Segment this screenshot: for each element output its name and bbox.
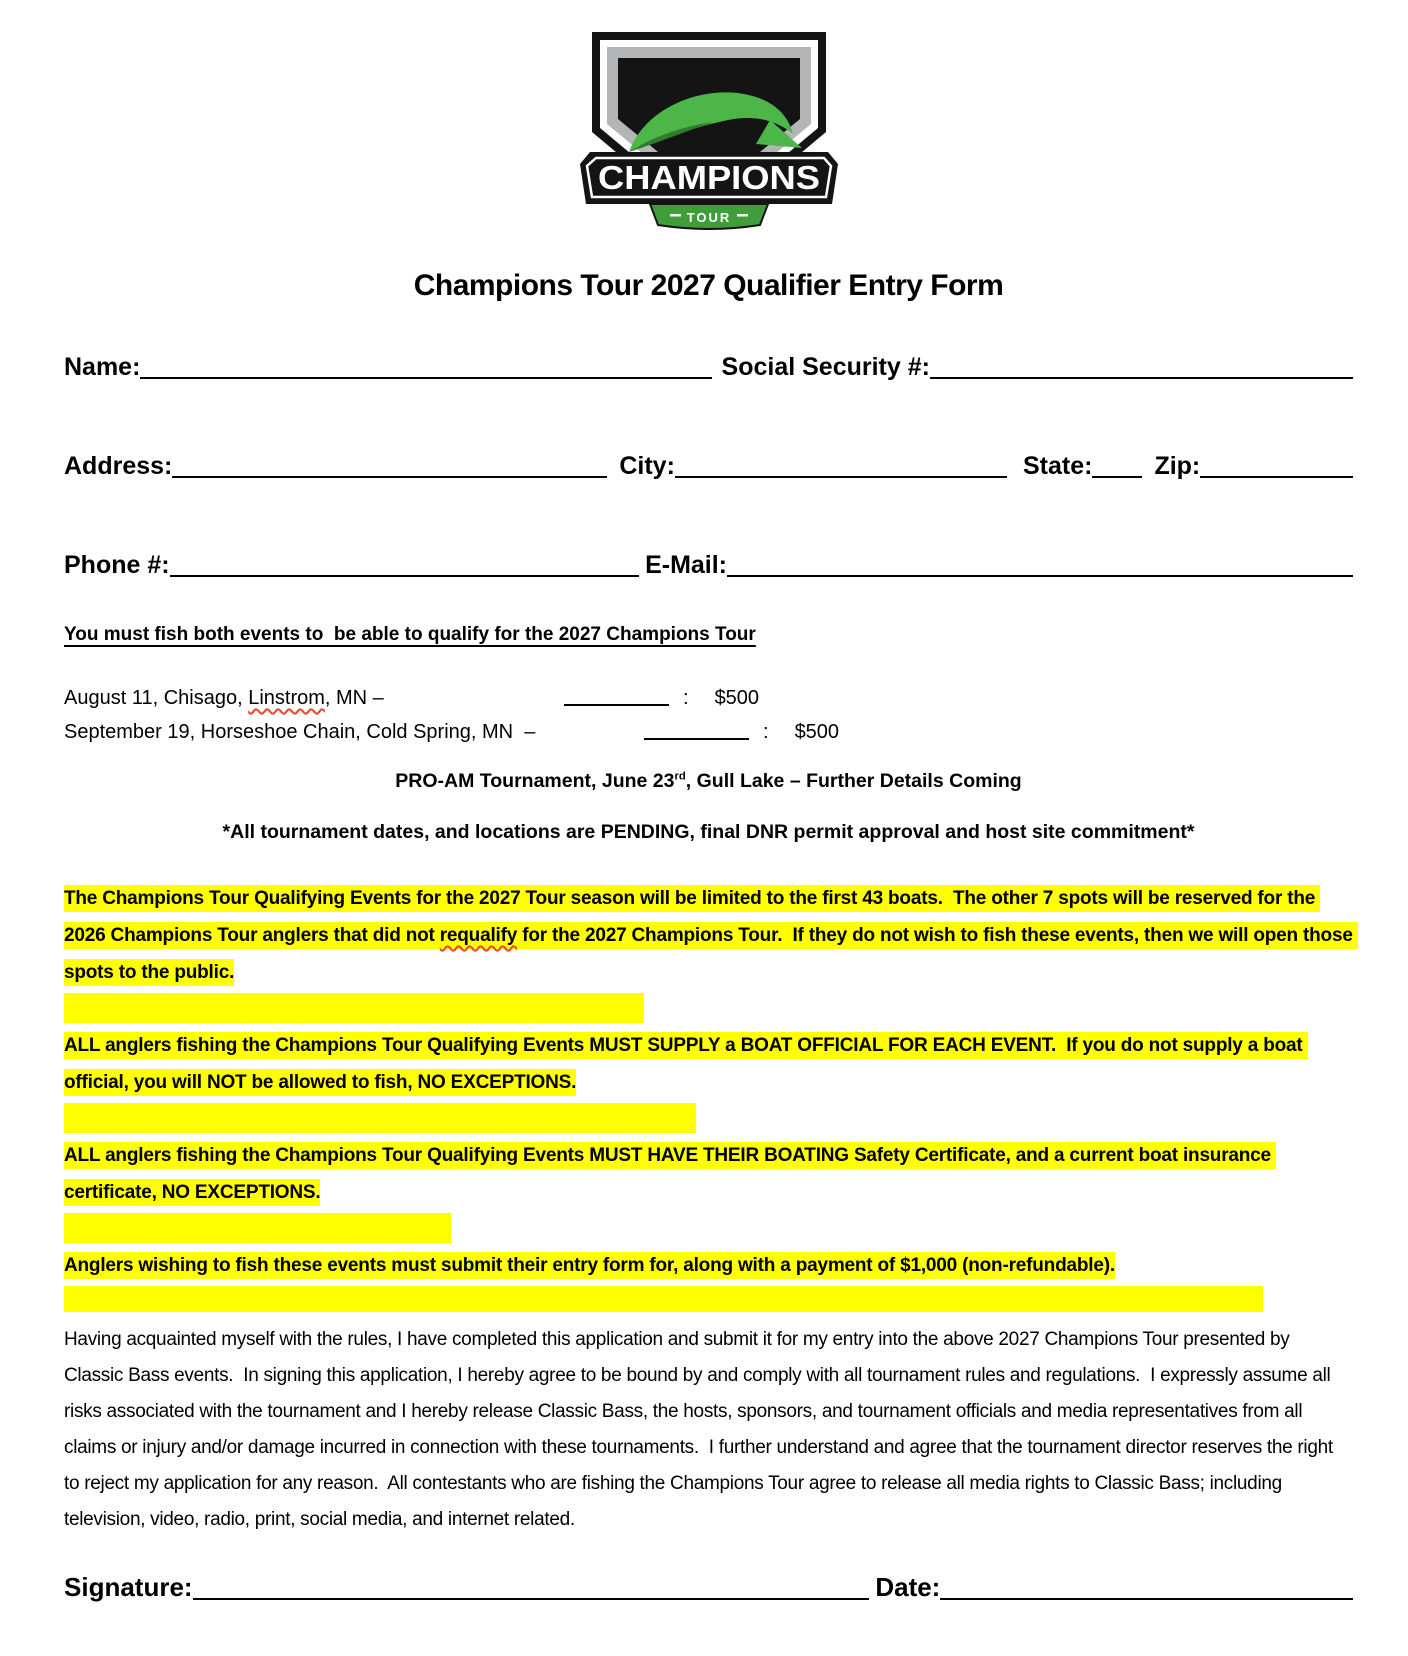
date-label: Date: bbox=[875, 1572, 941, 1602]
city-label: City: bbox=[619, 452, 675, 480]
ribbon-dash-right bbox=[737, 214, 748, 217]
event-list bbox=[64, 676, 1353, 744]
champions-banner bbox=[580, 152, 838, 204]
highlight-spacer bbox=[64, 993, 644, 1023]
highlight-paragraph-certificates bbox=[64, 1137, 1353, 1211]
email-input-line bbox=[727, 575, 1353, 577]
event-separator: : bbox=[683, 687, 689, 709]
date-input-line bbox=[940, 1598, 1353, 1600]
zip-input-line bbox=[1200, 476, 1353, 478]
city-input-line bbox=[675, 476, 1007, 478]
highlight-text bbox=[64, 885, 1358, 986]
state-input-line bbox=[1092, 476, 1142, 478]
release-paragraph: Having acquainted myself with the rules, I have completed this application and submit it for my entry into the above 2027 Champions Tour presented by Classic Bass events. In signing this application, I hereby agree to be bound by and comply with all tournament rules and regulations. I expressly assume all risks associated with the tournament and I hereby release Classic Bass, the hosts, sponsors, and tournament officials and media representatives from all claims or injury and/or damage incurred in connection with these tournaments. I further understand and agree that the tournament director reserves the right to reject my application for any reason. All contestants who are fishing the Champions Tour agree to release all media rights to Classic Bass; including television, video, radio, print, social media, and internet related. bbox=[64, 1329, 1338, 1530]
event-row-august bbox=[64, 676, 1353, 710]
highlight-text: ALL anglers fishing the Champions Tour Qualifying Events MUST SUPPLY a BOAT OFFICIAL FOR EACH EVENT. If you do not supply a boat official, you will NOT be allowed to fish, NO EXCEPTIONS. bbox=[64, 1032, 1308, 1096]
zip-label: Zip: bbox=[1154, 452, 1201, 480]
highlight-text: ALL anglers fishing the Champions Tour Qualifying Events MUST HAVE THEIR BOATING Safety Certificate, and a current boat insurance certificate, NO EXCEPTIONS. bbox=[64, 1142, 1276, 1206]
ssn-input-line bbox=[930, 377, 1353, 379]
misspelled-word-requalify: requalify bbox=[439, 925, 518, 946]
event-text-before: August 11, Chisago, bbox=[64, 687, 249, 709]
event-blank-line bbox=[644, 738, 749, 740]
address-label: Address: bbox=[64, 452, 173, 480]
misspelled-word-linstrom: Linstrom bbox=[248, 687, 325, 709]
highlight-paragraph-boat-official bbox=[64, 1027, 1353, 1101]
address-row bbox=[64, 452, 1353, 481]
highlight-spacer bbox=[64, 1103, 696, 1133]
ribbon-dash-left bbox=[670, 214, 681, 217]
champions-tour-logo bbox=[573, 24, 845, 239]
highlight-paragraph-payment bbox=[64, 1247, 1353, 1284]
highlight-text: Anglers wishing to fish these events must submit their entry form for, along with a payment of $1,000 (non-refundable). bbox=[64, 1252, 1115, 1279]
page-title: Champions Tour 2027 Qualifier Entry Form bbox=[413, 269, 1004, 302]
highlight-spacer bbox=[64, 1213, 451, 1243]
phone-row bbox=[64, 551, 1353, 580]
event-row-september bbox=[64, 710, 1353, 744]
name-row bbox=[64, 353, 1353, 382]
event-text-after: , MN – bbox=[324, 687, 384, 709]
proam-text-end: , Gull Lake – Further Details Coming bbox=[685, 770, 1022, 792]
highlight-paragraph-boats bbox=[64, 880, 1358, 991]
phone-input-line bbox=[170, 575, 639, 577]
event-fee: $500 bbox=[794, 721, 840, 743]
event-date-location bbox=[64, 687, 564, 710]
name-input-line bbox=[140, 377, 711, 379]
signature-label: Signature: bbox=[64, 1572, 193, 1602]
highlight-spacer bbox=[64, 1286, 1263, 1312]
event-separator: : bbox=[763, 721, 769, 743]
logo-tour-text: TOUR bbox=[686, 210, 731, 225]
qualify-requirement-note: You must fish both events to be able to qualify for the 2027 Champions Tour bbox=[64, 624, 756, 645]
event-date-location: September 19, Horseshoe Chain, Cold Spring, MN – bbox=[64, 721, 536, 743]
proam-text-start: PRO-AM Tournament, June 23 bbox=[395, 770, 675, 792]
proam-note bbox=[64, 770, 1353, 793]
logo-champions-text: CHAMPIONS bbox=[597, 159, 820, 196]
pending-approval-note: *All tournament dates, and locations are PENDING, final DNR permit approval and host site commitment* bbox=[222, 821, 1195, 843]
phone-label: Phone #: bbox=[64, 551, 170, 579]
event-blank-line bbox=[564, 704, 669, 706]
p1-text-before: The Champions Tour Qualifying Events for the 2027 Tour season will be limited to the first 43 boats. The other 7 spots will be reserved for the 2026 Champions Tour anglers that did not bbox=[64, 888, 1321, 946]
state-label: State: bbox=[1022, 452, 1093, 480]
tour-ribbon bbox=[650, 204, 768, 229]
proam-ordinal-suffix: rd bbox=[674, 770, 686, 783]
email-label: E-Mail: bbox=[645, 551, 728, 579]
signature-input-line bbox=[193, 1598, 870, 1600]
logo-shield-graphic bbox=[573, 24, 845, 234]
event-fee: $500 bbox=[714, 687, 760, 709]
ssn-label: Social Security #: bbox=[721, 353, 930, 381]
signature-row bbox=[64, 1572, 1353, 1603]
name-label: Name: bbox=[64, 353, 141, 381]
p1-text-after: for the 2027 Champions Tour. If they do not wish to fish these events, then we will open those spots to the public. bbox=[64, 925, 1358, 983]
address-input-line bbox=[172, 476, 607, 478]
